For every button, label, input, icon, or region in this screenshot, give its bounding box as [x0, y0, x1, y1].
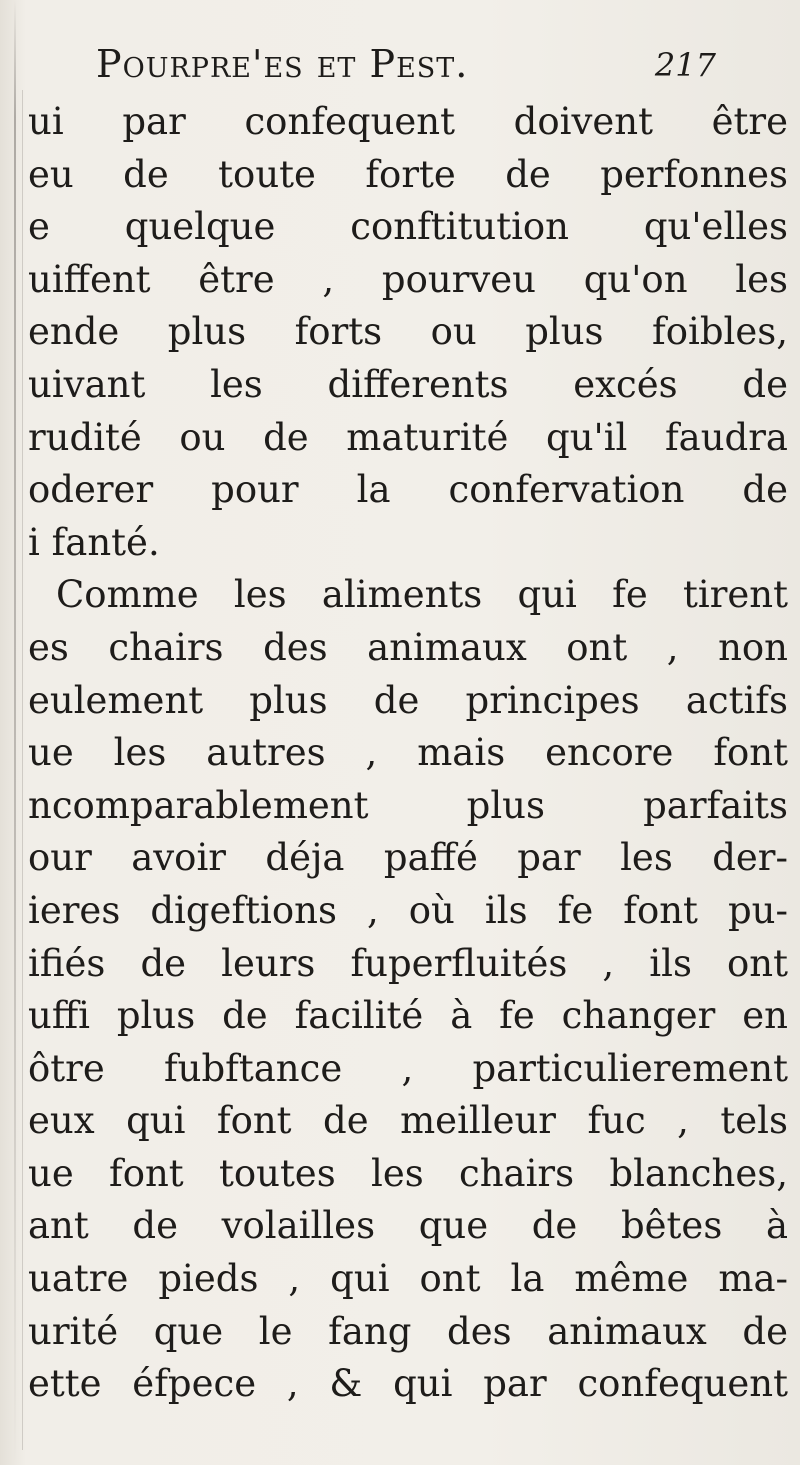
text-line: ôtre fubftance , particulierement: [28, 1046, 788, 1090]
text-line: ende plus forts ou plus foibles,: [28, 310, 788, 354]
text-line: ue les autres , mais encore font: [28, 731, 788, 775]
text-line: eu de toute forte de perfonnes: [28, 152, 788, 196]
text-line: our avoir déja paffé par les der-: [28, 836, 788, 880]
body-text: [28, 96, 788, 1411]
text-line: uffi plus de facilité à fe changer en: [28, 994, 788, 1038]
text-line: ncomparablement plus parfaits: [28, 783, 788, 827]
text-line: e quelque conftitution qu'elles: [28, 205, 788, 249]
binding-edge: [14, 0, 16, 1465]
page-header: [96, 42, 716, 102]
paragraph-start-line: Comme les aliments qui fe tirent: [56, 573, 788, 617]
text-line: rudité ou de maturité qu'il faudra: [28, 415, 788, 459]
text-line: es chairs des animaux ont , non: [28, 625, 788, 669]
running-title: Pourpre'es et Pest.: [96, 42, 469, 86]
text-line: uiffent être , pourveu qu'on les: [28, 257, 788, 301]
text-line: ant de volailles que de bêtes à: [28, 1204, 788, 1248]
binding-shadow-line: [22, 90, 23, 1450]
text-line: ue font toutes les chairs blanches,: [28, 1151, 788, 1195]
text-line: i fanté.: [28, 520, 160, 564]
text-line: ieres digeftions , où ils fe font pu-: [28, 888, 788, 932]
text-line: uivant les differents excés de: [28, 362, 788, 406]
text-line: eulement plus de principes actifs: [28, 678, 788, 722]
text-line: ifiés de leurs fuperfluités , ils ont: [28, 941, 788, 985]
text-line: eux qui font de meilleur fuc , tels: [28, 1099, 788, 1143]
text-line: ui par confequent doivent être: [28, 100, 788, 143]
text-line: urité que le fang des animaux de: [28, 1309, 788, 1353]
text-line: oderer pour la confervation de: [28, 468, 788, 512]
page-number: 217: [654, 46, 716, 84]
text-line: ette éfpece , & qui par confequent: [28, 1362, 788, 1406]
text-line: uatre pieds , qui ont la même ma-: [28, 1257, 788, 1301]
